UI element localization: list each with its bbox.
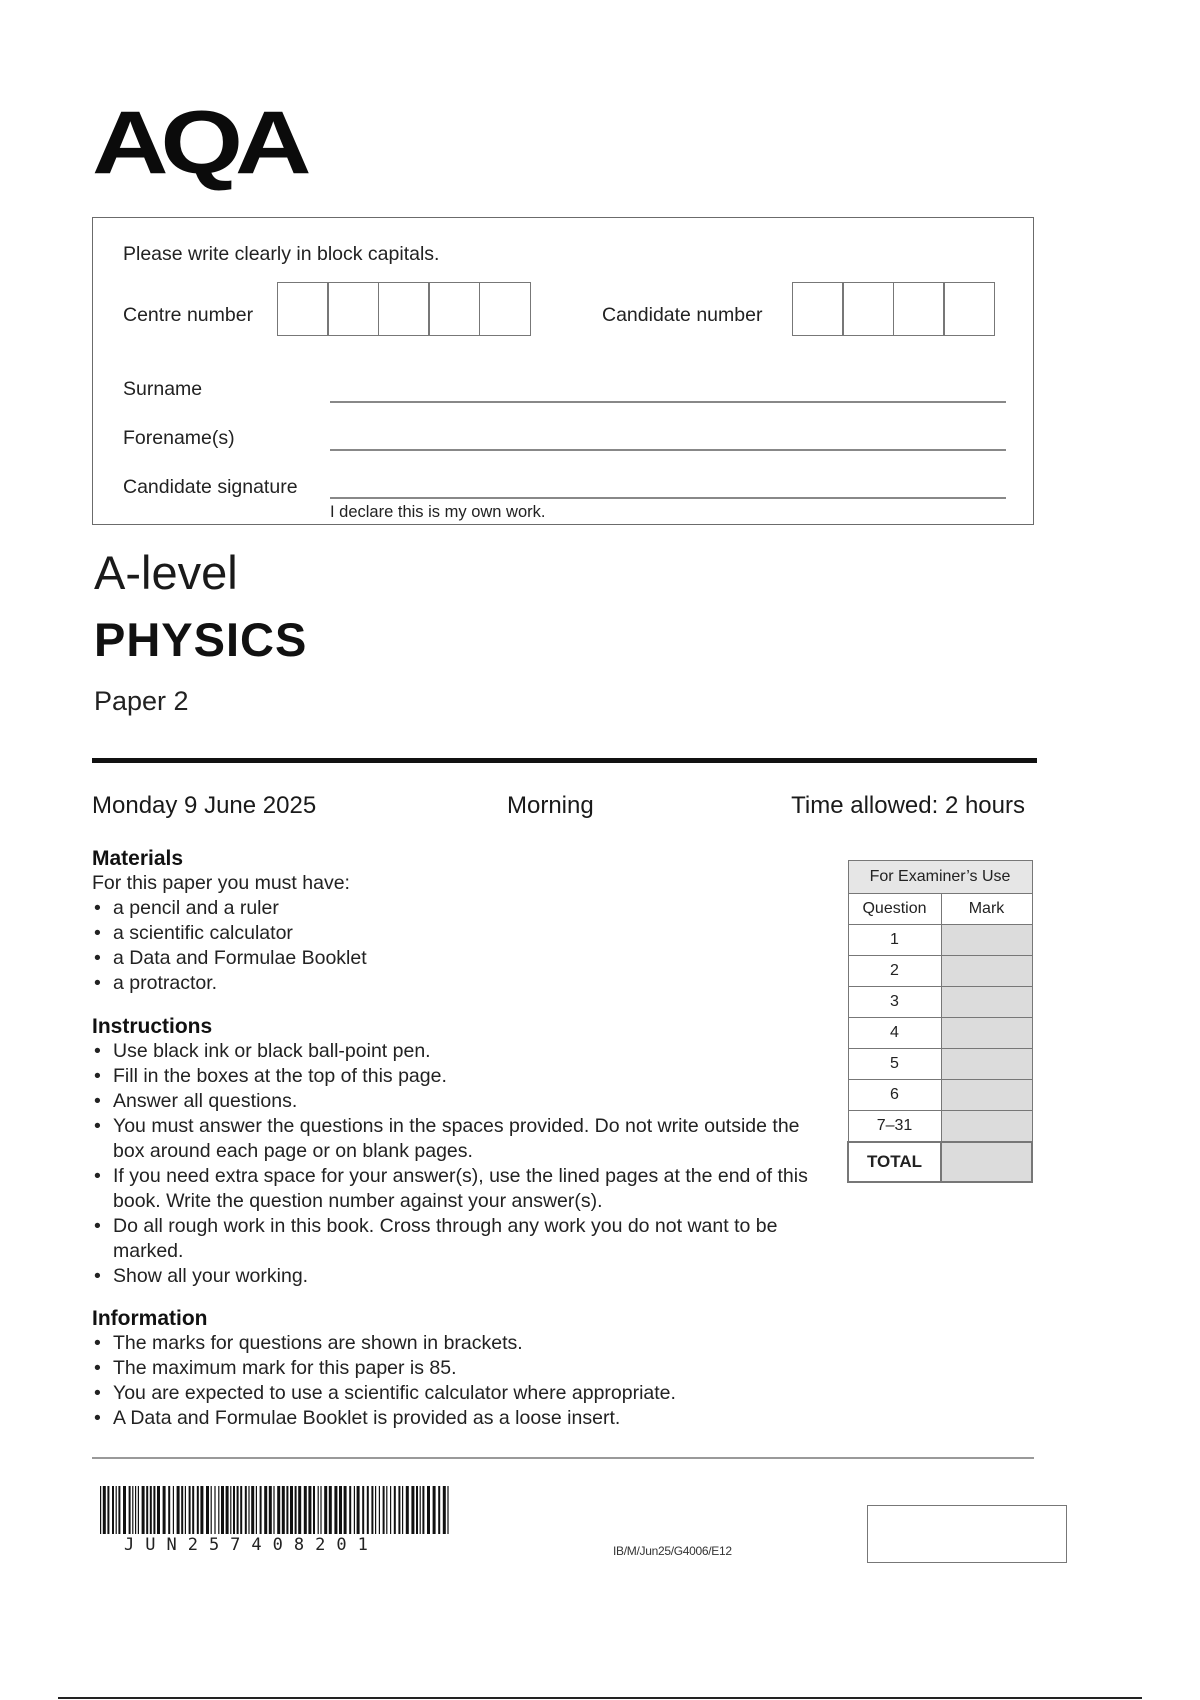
barcode-bar [168, 1486, 170, 1534]
paper-number: Paper 2 [94, 686, 189, 716]
mark-cell [941, 925, 1032, 956]
barcode-bar [402, 1486, 403, 1534]
barcode-number: JUN257408201 [124, 1535, 379, 1555]
table-row [848, 1049, 1032, 1080]
question-number: 6 [848, 1080, 941, 1111]
barcode-bar [173, 1486, 174, 1534]
exam-session: Morning [507, 792, 594, 819]
question-column-header: Question [848, 894, 941, 925]
question-number: 2 [848, 956, 941, 987]
barcode-bar [447, 1486, 448, 1534]
centre-number-digit-box[interactable] [479, 282, 531, 336]
centre-number-label: Centre number [123, 304, 254, 326]
corner-box [867, 1505, 1067, 1563]
materials-heading: Materials [92, 847, 184, 870]
list-item: • The marks for questions are shown in brackets. [92, 1331, 832, 1356]
barcode-bar [334, 1486, 337, 1534]
barcode-bar [200, 1486, 203, 1534]
list-item: • a pencil and a ruler [92, 896, 832, 921]
barcode-bar [142, 1486, 145, 1534]
centre-number-digit-box[interactable] [327, 282, 379, 336]
table-row [848, 956, 1032, 987]
barcode-bar [298, 1486, 301, 1534]
barcode-bar [371, 1486, 373, 1534]
centre-number-digit-box[interactable] [277, 282, 329, 336]
barcode-bar [185, 1486, 186, 1534]
list-item: • A Data and Formulae Booklet is provided as a loose insert. [92, 1406, 832, 1431]
barcode-bar [383, 1486, 385, 1534]
barcode-bar [420, 1486, 421, 1534]
forenames-label: Forename(s) [123, 427, 235, 449]
total-mark-cell [941, 1142, 1032, 1182]
declaration-text: I declare this is my own work. [330, 503, 546, 521]
list-item: • Answer all questions. [92, 1089, 827, 1114]
table-row [848, 1111, 1032, 1143]
instructions-list [92, 1039, 827, 1289]
time-allowed: Time allowed: 2 hours [791, 792, 1025, 819]
question-number: 4 [848, 1018, 941, 1049]
barcode-bar [324, 1486, 327, 1534]
barcode-bar [118, 1486, 120, 1534]
header-divider [92, 758, 1037, 763]
barcode-bar [153, 1486, 155, 1534]
barcode-bar [181, 1486, 183, 1534]
exam-date: Monday 9 June 2025 [92, 792, 317, 819]
barcode-bar [375, 1486, 376, 1534]
list-item: • Do all rough work in this book. Cross through any work you do not want to be marked. [92, 1214, 827, 1264]
barcode-bar [422, 1486, 424, 1534]
list-item: • Use black ink or black ball-point pen. [92, 1039, 827, 1064]
barcode-bar [443, 1486, 446, 1534]
barcode-bar [129, 1486, 131, 1534]
barcode-bar [282, 1486, 285, 1534]
barcode-bar [177, 1486, 180, 1534]
signature-label: Candidate signature [123, 476, 298, 498]
footer-divider [92, 1457, 1034, 1459]
list-item: • If you need extra space for your answer(s), use the lined pages at the end of this book. Write the question number against your answer(s). [92, 1164, 827, 1214]
barcode-bar [433, 1486, 436, 1534]
information-heading: Information [92, 1307, 208, 1330]
barcode-bar [221, 1486, 224, 1534]
materials-intro: For this paper you must have: [92, 872, 350, 894]
question-number: 5 [848, 1049, 941, 1080]
total-row [848, 1142, 1032, 1182]
paper-reference: IB/M/Jun25/G4006/E12 [613, 1544, 732, 1558]
surname-label: Surname [123, 378, 203, 400]
barcode-bar [286, 1486, 288, 1534]
barcode-bar [269, 1486, 272, 1534]
barcode-bar [318, 1486, 319, 1534]
mark-cell [941, 987, 1032, 1018]
block-capitals-instruction: Please write clearly in block capitals. [123, 243, 440, 265]
candidate-number-digit-box[interactable] [842, 282, 894, 336]
materials-section [92, 847, 832, 996]
barcode-bar [394, 1486, 396, 1534]
question-number: 7–31 [848, 1111, 941, 1143]
candidate-number-boxes[interactable] [793, 282, 995, 336]
table-row [848, 987, 1032, 1018]
barcode-bar [344, 1486, 347, 1534]
examiner-use-table [847, 860, 1033, 1183]
barcode-bar [427, 1486, 430, 1534]
question-number: 1 [848, 925, 941, 956]
aqa-logo: AQA [92, 92, 304, 193]
barcode-bar [123, 1486, 126, 1534]
centre-number-boxes[interactable] [278, 282, 531, 336]
barcode-bar [386, 1486, 387, 1534]
table-row [848, 1018, 1032, 1049]
barcode-bar [339, 1486, 342, 1534]
materials-list [92, 896, 832, 996]
barcode-bar [189, 1486, 191, 1534]
barcode-bar [245, 1486, 247, 1534]
centre-number-digit-box[interactable] [428, 282, 480, 336]
barcode-bar [138, 1486, 139, 1534]
barcode-bar [230, 1486, 231, 1534]
surname-field[interactable] [330, 401, 1006, 403]
barcode-bar [248, 1486, 249, 1534]
information-list [92, 1331, 832, 1431]
list-item: • Fill in the boxes at the top of this page. [92, 1064, 827, 1089]
barcode-bar [349, 1486, 351, 1534]
question-number: 3 [848, 987, 941, 1018]
barcode-bar [320, 1486, 321, 1534]
barcode-bar [379, 1486, 380, 1534]
candidate-number-digit-box[interactable] [792, 282, 844, 336]
barcode-bar [260, 1486, 262, 1534]
centre-number-digit-box[interactable] [378, 282, 430, 336]
list-item: • a Data and Formulae Booklet [92, 946, 832, 971]
mark-cell [941, 1111, 1032, 1143]
mark-column-header: Mark [941, 894, 1032, 925]
candidate-number-label: Candidate number [602, 304, 763, 326]
signature-field[interactable] [330, 497, 1006, 499]
barcode-bar [264, 1486, 267, 1534]
barcode-bar [438, 1486, 440, 1534]
barcode-bar [354, 1486, 355, 1534]
barcode-bar [367, 1486, 369, 1534]
barcode-bar [226, 1486, 229, 1534]
barcode-bar [206, 1486, 209, 1534]
barcode-bar [237, 1486, 239, 1534]
qualification-level: A-level [94, 546, 238, 599]
mark-cell [941, 956, 1032, 987]
list-item: • a scientific calculator [92, 921, 832, 946]
examiner-table-title: For Examiner’s Use [848, 861, 1032, 894]
barcode-bar [116, 1486, 117, 1534]
barcode-bar [390, 1486, 391, 1534]
barcode-bar [146, 1486, 148, 1534]
barcode-bar [290, 1486, 293, 1534]
barcode-bar [277, 1486, 280, 1534]
barcode-bar [103, 1486, 106, 1534]
barcode-bar [218, 1486, 219, 1534]
forenames-field[interactable] [330, 449, 1006, 451]
list-item: • You are expected to use a scientific calculator where appropriate. [92, 1381, 832, 1406]
candidate-number-digit-box[interactable] [893, 282, 945, 336]
barcode-bar [112, 1486, 114, 1534]
mark-cell [941, 1080, 1032, 1111]
table-row [848, 925, 1032, 956]
list-item: • a protractor. [92, 971, 832, 996]
table-row [848, 1080, 1032, 1111]
barcode-bar [398, 1486, 400, 1534]
barcode-bar [132, 1486, 133, 1534]
barcode-bar [214, 1486, 215, 1534]
barcode-bar [150, 1486, 152, 1534]
list-item: • You must answer the questions in the spaces provided. Do not write outside the box around each page or on blank pages. [92, 1114, 827, 1164]
instructions-heading: Instructions [92, 1015, 213, 1038]
barcode-bar [411, 1486, 414, 1534]
barcode-bar [211, 1486, 212, 1534]
barcode-bar [163, 1486, 166, 1534]
barcode-bar [240, 1486, 242, 1534]
barcode-bar [100, 1486, 101, 1534]
list-item: • The maximum mark for this paper is 85. [92, 1356, 832, 1381]
barcode-bar [251, 1486, 254, 1534]
barcode-bar [308, 1486, 311, 1534]
mark-cell [941, 1049, 1032, 1080]
barcode-bar [192, 1486, 194, 1534]
list-item: • Show all your working. [92, 1264, 827, 1289]
barcode-bar [295, 1486, 297, 1534]
subject-title: PHYSICS [94, 613, 308, 666]
page-bottom-rule [58, 1697, 1142, 1699]
barcode-bar [135, 1486, 136, 1534]
barcode-bar [406, 1486, 409, 1534]
barcode-bar [233, 1486, 235, 1534]
instructions-section [92, 1015, 827, 1289]
information-section [92, 1307, 832, 1431]
barcode-bar [197, 1486, 199, 1534]
barcode-bar [357, 1486, 360, 1534]
mark-cell [941, 1018, 1032, 1049]
barcode [98, 1486, 454, 1536]
barcode-bar [157, 1486, 160, 1534]
barcode-bar [273, 1486, 274, 1534]
candidate-number-digit-box[interactable] [943, 282, 995, 336]
total-label: TOTAL [848, 1142, 941, 1182]
barcode-bar [362, 1486, 364, 1534]
barcode-bar [416, 1486, 418, 1534]
barcode-bar [329, 1486, 332, 1534]
barcode-bar [304, 1486, 307, 1534]
barcode-bar [107, 1486, 109, 1534]
barcode-bar [256, 1486, 257, 1534]
barcode-bar [313, 1486, 315, 1534]
